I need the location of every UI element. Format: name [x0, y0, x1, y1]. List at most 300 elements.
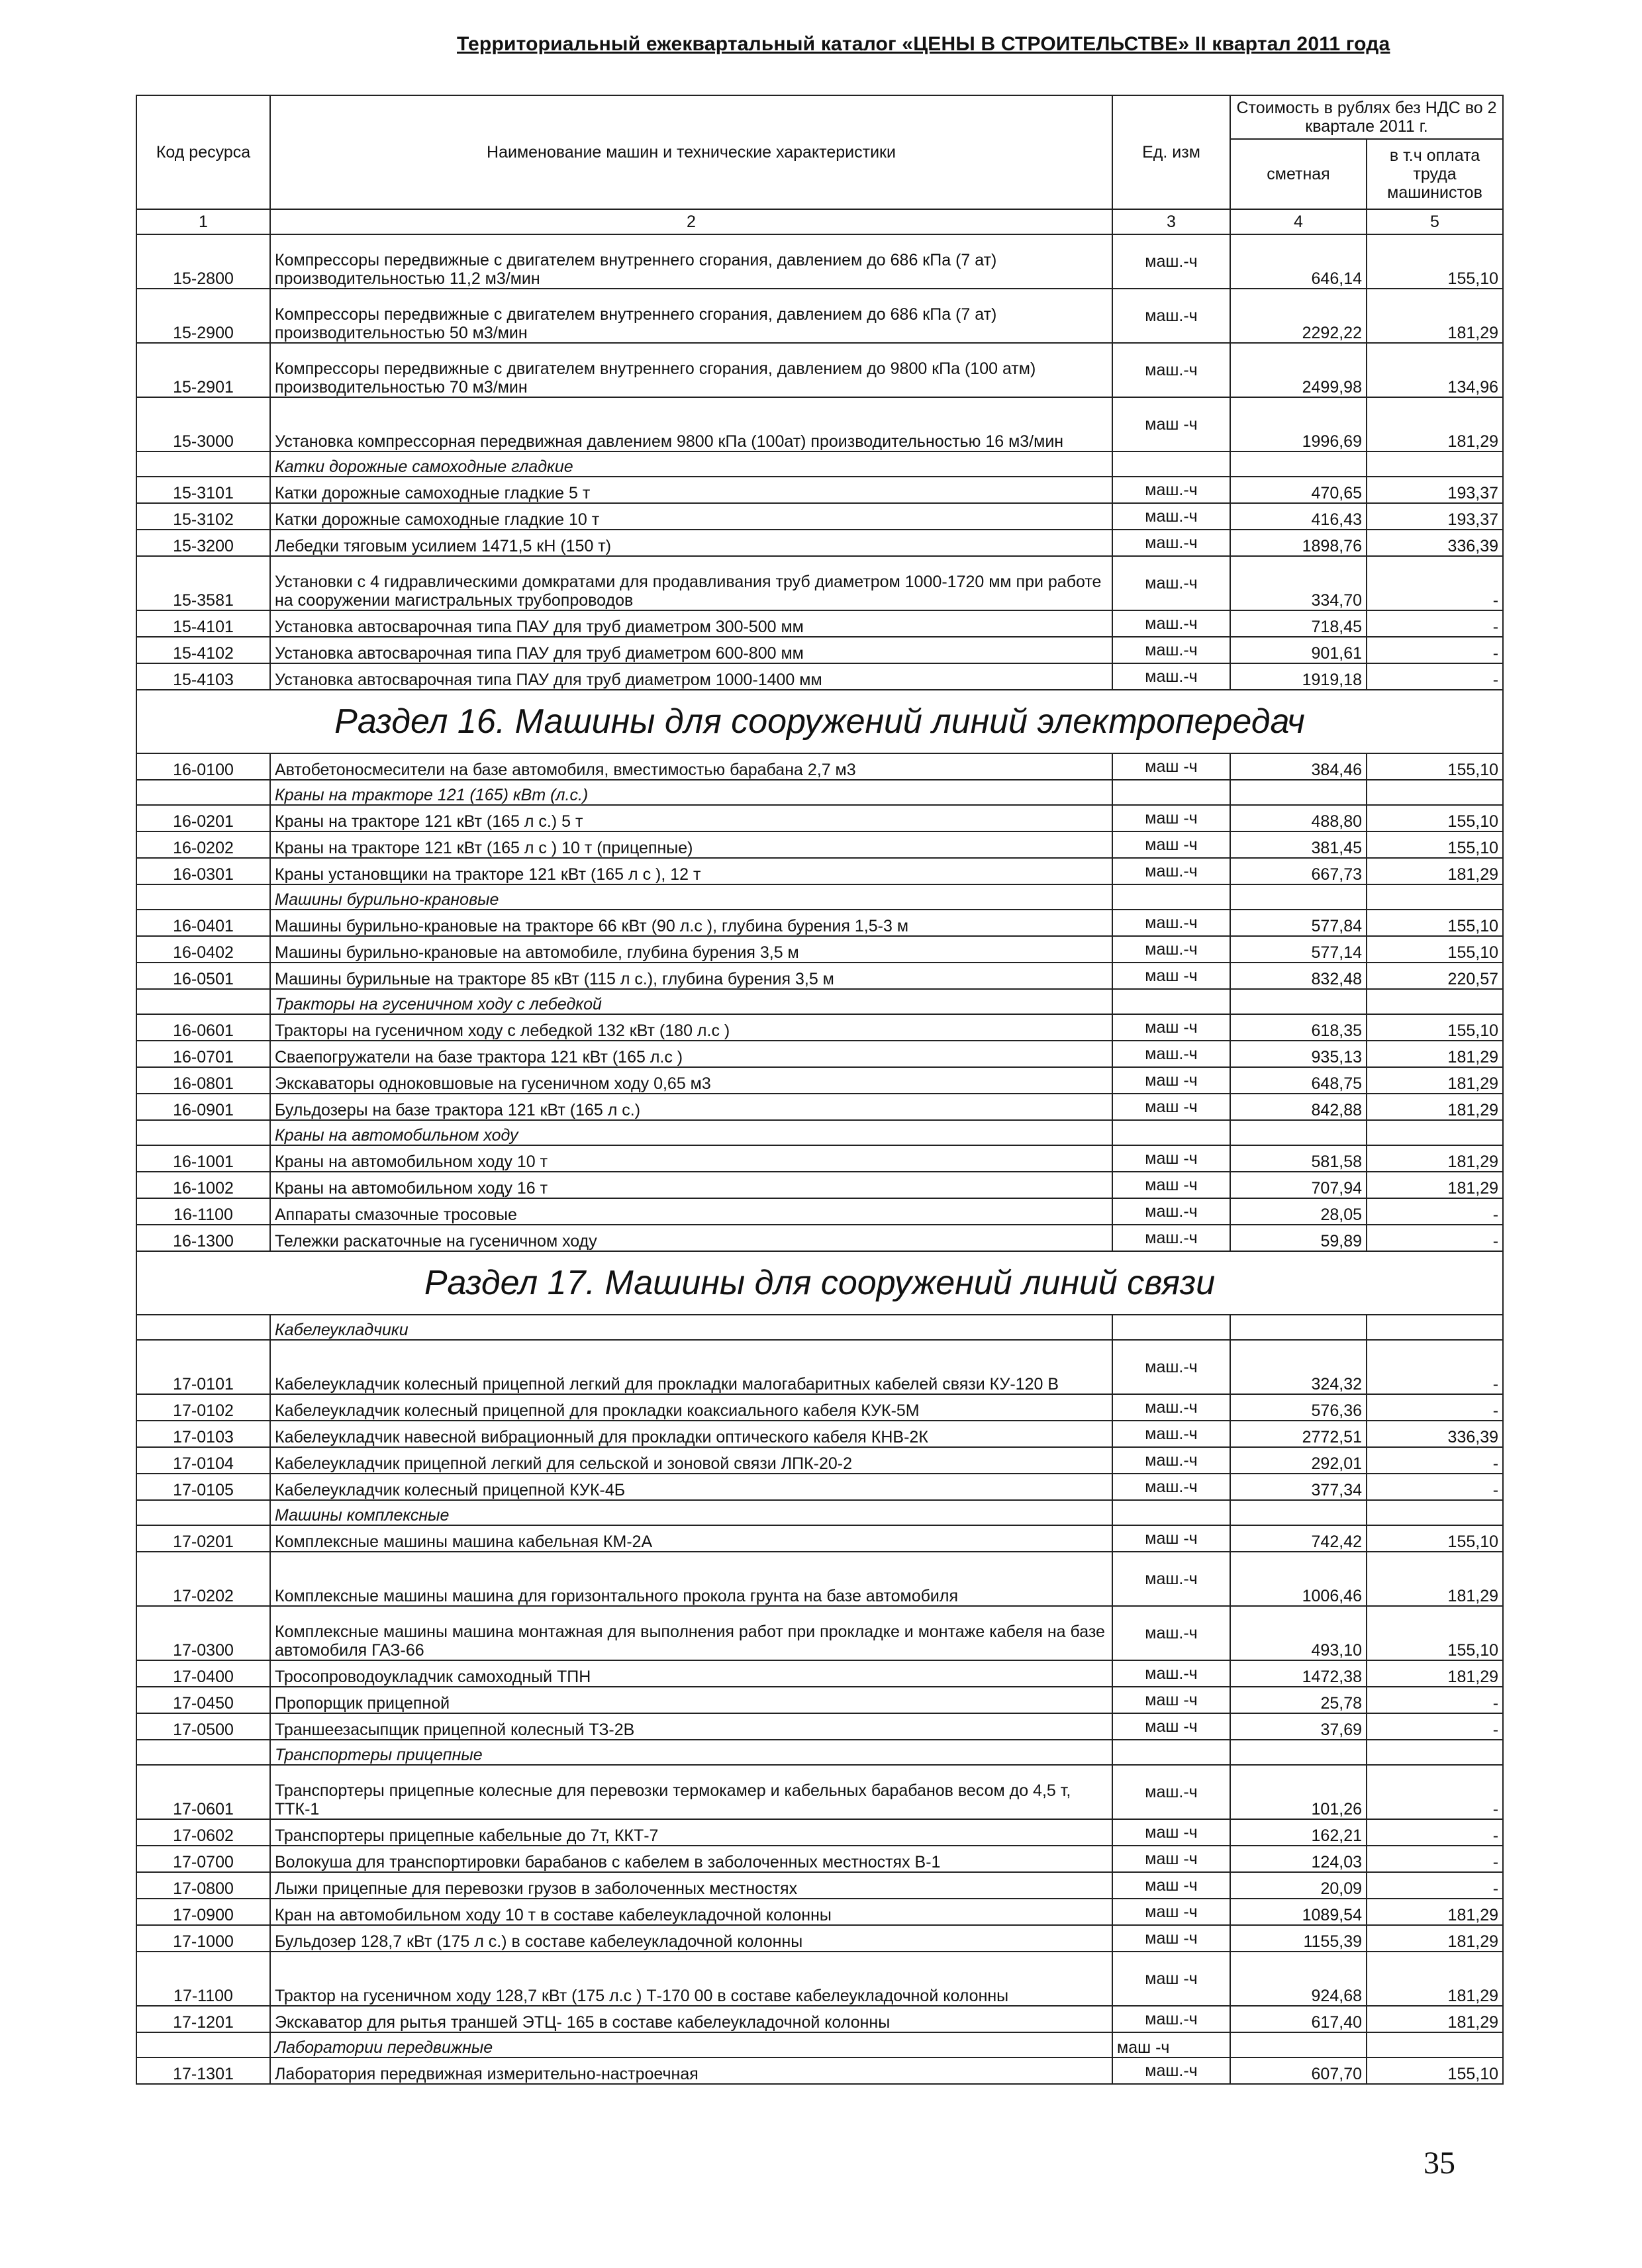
estimate-price: 493,10	[1230, 1606, 1367, 1660]
section-heading-row	[136, 690, 1503, 753]
resource-code	[136, 1315, 270, 1340]
resource-code: 17-0450	[136, 1687, 270, 1713]
operator-wage: -	[1367, 556, 1503, 610]
estimate-price: 2292,22	[1230, 289, 1367, 343]
operator-wage: -	[1367, 1394, 1503, 1421]
operator-wage: 181,29	[1367, 1172, 1503, 1198]
resource-code: 16-0402	[136, 936, 270, 963]
estimate-price: 577,84	[1230, 910, 1367, 936]
operator-wage	[1367, 451, 1503, 477]
resource-code: 17-0101	[136, 1340, 270, 1394]
operator-wage: 181,29	[1367, 1067, 1503, 1094]
table-row	[136, 1394, 1503, 1421]
resource-code	[136, 451, 270, 477]
unit: маш -ч	[1112, 1925, 1230, 1952]
operator-wage: 155,10	[1367, 1014, 1503, 1041]
unit: маш -ч	[1112, 1872, 1230, 1899]
resource-code: 15-4102	[136, 637, 270, 663]
operator-wage	[1367, 2032, 1503, 2057]
estimate-price: 101,26	[1230, 1765, 1367, 1819]
unit	[1112, 884, 1230, 910]
table-row	[136, 1198, 1503, 1225]
machine-name: Установки с 4 гидравлическими домкратами для продавливания труб диаметром 1000-1720 мм при работе на сооружении магистральных трубопроводов	[270, 556, 1112, 610]
machine-name: Катки дорожные самоходные гладкие 10 т	[270, 503, 1112, 530]
resource-code: 17-0601	[136, 1765, 270, 1819]
estimate-price	[1230, 2032, 1367, 2057]
resource-code	[136, 2032, 270, 2057]
estimate-price: 1996,69	[1230, 397, 1367, 451]
resource-code: 17-0900	[136, 1899, 270, 1925]
machine-name: Кабелеукладчик прицепной легкий для сельской и зоновой связи ЛПК-20-2	[270, 1447, 1112, 1474]
estimate-price: 1898,76	[1230, 530, 1367, 556]
operator-wage: 181,29	[1367, 1094, 1503, 1120]
resource-code: 17-0201	[136, 1525, 270, 1552]
operator-wage	[1367, 1315, 1503, 1340]
resource-code: 17-0602	[136, 1819, 270, 1846]
estimate-price: 292,01	[1230, 1447, 1367, 1474]
table-row	[136, 1041, 1503, 1067]
estimate-price: 384,46	[1230, 753, 1367, 780]
unit: маш -ч	[1112, 1687, 1230, 1713]
col-header-unit: Ед. изм	[1112, 95, 1230, 209]
machine-name: Кран на автомобильном ходу 10 т в составе кабелеукладочной колонны	[270, 1899, 1112, 1925]
estimate-price: 20,09	[1230, 1872, 1367, 1899]
operator-wage: 181,29	[1367, 289, 1503, 343]
operator-wage: -	[1367, 1846, 1503, 1872]
estimate-price: 25,78	[1230, 1687, 1367, 1713]
resource-code: 17-0800	[136, 1872, 270, 1899]
col-header-estimate: сметная	[1230, 139, 1367, 209]
operator-wage: 155,10	[1367, 1606, 1503, 1660]
resource-code: 16-1300	[136, 1225, 270, 1251]
resource-code: 16-0100	[136, 753, 270, 780]
estimate-price: 324,32	[1230, 1340, 1367, 1394]
table-row	[136, 2006, 1503, 2032]
estimate-price: 162,21	[1230, 1819, 1367, 1846]
resource-code	[136, 1740, 270, 1765]
machine-name: Установка компрессорная передвижная давлением 9800 кПа (100ат) производительностью 16 м3/мин	[270, 397, 1112, 451]
machine-name: Краны на автомобильном ходу 10 т	[270, 1145, 1112, 1172]
table-row	[136, 1899, 1503, 1925]
unit: маш -ч	[1112, 753, 1230, 780]
subgroup-title: Тракторы на гусеничном ходу с лебедкой	[270, 989, 1112, 1014]
resource-code: 17-0500	[136, 1713, 270, 1740]
machine-name: Кабелеукладчик колесный прицепной для прокладки коаксиального кабеля КУК-5М	[270, 1394, 1112, 1421]
estimate-price: 28,05	[1230, 1198, 1367, 1225]
unit: маш -ч	[1112, 1094, 1230, 1120]
unit: маш -ч	[1112, 1899, 1230, 1925]
resource-code: 17-0202	[136, 1552, 270, 1606]
unit: маш -ч	[1112, 805, 1230, 831]
machine-name: Установка автосварочная типа ПАУ для труб диаметром 600-800 мм	[270, 637, 1112, 663]
unit: маш -ч	[1112, 1145, 1230, 1172]
machine-name: Установка автосварочная типа ПАУ для труб диаметром 1000-1400 мм	[270, 663, 1112, 690]
resource-code: 17-1100	[136, 1952, 270, 2006]
estimate-price: 646,14	[1230, 234, 1367, 289]
estimate-price: 581,58	[1230, 1145, 1367, 1172]
machine-name: Краны на тракторе 121 кВт (165 л с ) 10 т (прицепные)	[270, 831, 1112, 858]
col-header-cost: Стоимость в рублях без НДС во 2 квартале 2011 г.	[1230, 95, 1503, 139]
machine-name: Краны на тракторе 121 кВт (165 л с.) 5 т	[270, 805, 1112, 831]
machine-name: Кабелеукладчик колесный прицепной КУК-4Б	[270, 1474, 1112, 1500]
table-row	[136, 1925, 1503, 1952]
table-row	[136, 663, 1503, 690]
machine-name: Бульдозер 128,7 кВт (175 л с.) в составе кабелеукладочной колонны	[270, 1925, 1112, 1952]
operator-wage: -	[1367, 637, 1503, 663]
unit	[1112, 1315, 1230, 1340]
resource-code: 16-1001	[136, 1145, 270, 1172]
resource-code: 17-1201	[136, 2006, 270, 2032]
machine-name: Машины бурильно-крановые на тракторе 66 кВт (90 л.с ), глубина бурения 1,5-3 м	[270, 910, 1112, 936]
operator-wage: 336,39	[1367, 530, 1503, 556]
machine-name: Тросопроводоукладчик самоходный ТПН	[270, 1660, 1112, 1687]
resource-code: 15-3102	[136, 503, 270, 530]
machine-name: Бульдозеры на базе трактора 121 кВт (165 л с.)	[270, 1094, 1112, 1120]
resource-code: 17-0104	[136, 1447, 270, 1474]
operator-wage: 181,29	[1367, 1552, 1503, 1606]
machine-name: Установка автосварочная типа ПАУ для труб диаметром 300-500 мм	[270, 610, 1112, 637]
estimate-price: 2499,98	[1230, 343, 1367, 397]
machine-name: Транспортеры прицепные кабельные до 7т, ККТ-7	[270, 1819, 1112, 1846]
operator-wage: 155,10	[1367, 234, 1503, 289]
resource-code: 17-1000	[136, 1925, 270, 1952]
resource-code: 16-1100	[136, 1198, 270, 1225]
subgroup-title: Катки дорожные самоходные гладкие	[270, 451, 1112, 477]
col-number: 5	[1367, 209, 1503, 234]
operator-wage: 220,57	[1367, 963, 1503, 989]
unit: маш.-ч	[1112, 1447, 1230, 1474]
resource-code: 15-4101	[136, 610, 270, 637]
estimate-price: 617,40	[1230, 2006, 1367, 2032]
unit: маш.-ч	[1112, 2006, 1230, 2032]
operator-wage: 181,29	[1367, 858, 1503, 884]
estimate-price: 1089,54	[1230, 1899, 1367, 1925]
resource-code	[136, 1500, 270, 1525]
unit: маш -ч	[1112, 1525, 1230, 1552]
resource-code: 17-1301	[136, 2057, 270, 2084]
table-row	[136, 1872, 1503, 1899]
price-table	[136, 95, 1504, 2085]
operator-wage: 193,37	[1367, 477, 1503, 503]
col-header-wages: в т.ч оплата труда машинистов	[1367, 139, 1503, 209]
machine-name: Машины бурильно-крановые на автомобиле, глубина бурения 3,5 м	[270, 936, 1112, 963]
operator-wage: -	[1367, 1872, 1503, 1899]
operator-wage: 134,96	[1367, 343, 1503, 397]
unit	[1112, 1740, 1230, 1765]
table-row	[136, 1952, 1503, 2006]
resource-code: 17-0103	[136, 1421, 270, 1447]
estimate-price: 901,61	[1230, 637, 1367, 663]
machine-name: Лыжи прицепные для перевозки грузов в заболоченных местностях	[270, 1872, 1112, 1899]
subgroup-title: Краны на тракторе 121 (165) кВт (л.с.)	[270, 780, 1112, 805]
estimate-price: 1919,18	[1230, 663, 1367, 690]
unit: маш -ч	[1112, 397, 1230, 451]
operator-wage	[1367, 1500, 1503, 1525]
table-row	[136, 2057, 1503, 2084]
subgroup-title: Транспортеры прицепные	[270, 1740, 1112, 1765]
resource-code: 15-3581	[136, 556, 270, 610]
estimate-price: 718,45	[1230, 610, 1367, 637]
operator-wage: -	[1367, 1225, 1503, 1251]
unit: маш.-ч	[1112, 1340, 1230, 1394]
table-row	[136, 1713, 1503, 1740]
estimate-price: 577,14	[1230, 936, 1367, 963]
machine-name: Траншеезасыпщик прицепной колесный ТЗ-2В	[270, 1713, 1112, 1740]
resource-code: 15-3101	[136, 477, 270, 503]
machine-name: Тракторы на гусеничном ходу с лебедкой 132 кВт (180 л.с )	[270, 1014, 1112, 1041]
unit: маш.-ч	[1112, 2057, 1230, 2084]
machine-name: Катки дорожные самоходные гладкие 5 т	[270, 477, 1112, 503]
table-row	[136, 1765, 1503, 1819]
resource-code: 17-0400	[136, 1660, 270, 1687]
estimate-price: 2772,51	[1230, 1421, 1367, 1447]
unit: маш -ч	[1112, 1713, 1230, 1740]
resource-code: 16-0201	[136, 805, 270, 831]
estimate-price: 124,03	[1230, 1846, 1367, 1872]
table-row	[136, 234, 1503, 289]
unit: маш.-ч	[1112, 477, 1230, 503]
unit: маш.-ч	[1112, 503, 1230, 530]
section-title: Раздел 17. Машины для сооружений линий связи	[136, 1251, 1503, 1315]
page-header: Территориальный ежеквартальный каталог «ЦЕНЫ В СТРОИТЕЛЬСТВЕ» II квартал 2011 года	[457, 33, 1390, 55]
table-row	[136, 910, 1503, 936]
unit	[1112, 451, 1230, 477]
operator-wage	[1367, 884, 1503, 910]
resource-code: 16-0801	[136, 1067, 270, 1094]
unit: маш.-ч	[1112, 289, 1230, 343]
resource-code: 16-0701	[136, 1041, 270, 1067]
resource-code: 15-3000	[136, 397, 270, 451]
unit: маш.-ч	[1112, 1041, 1230, 1067]
table-row	[136, 1474, 1503, 1500]
resource-code: 15-4103	[136, 663, 270, 690]
subgroup-row	[136, 1740, 1503, 1765]
machine-name: Тележки раскаточные на гусеничном ходу	[270, 1225, 1112, 1251]
machine-name: Краны на автомобильном ходу 16 т	[270, 1172, 1112, 1198]
resource-code: 16-1002	[136, 1172, 270, 1198]
subgroup-row	[136, 451, 1503, 477]
subgroup-row	[136, 2032, 1503, 2057]
estimate-price: 667,73	[1230, 858, 1367, 884]
operator-wage: 181,29	[1367, 1899, 1503, 1925]
table-row	[136, 610, 1503, 637]
unit: маш.-ч	[1112, 663, 1230, 690]
estimate-price: 935,13	[1230, 1041, 1367, 1067]
estimate-price: 416,43	[1230, 503, 1367, 530]
operator-wage: 336,39	[1367, 1421, 1503, 1447]
resource-code: 16-0501	[136, 963, 270, 989]
resource-code	[136, 884, 270, 910]
resource-code	[136, 1120, 270, 1145]
unit: маш.-ч	[1112, 1198, 1230, 1225]
estimate-price: 470,65	[1230, 477, 1367, 503]
estimate-price	[1230, 1740, 1367, 1765]
table-row	[136, 530, 1503, 556]
machine-name: Волокуша для транспортировки барабанов с кабелем в заболоченных местностях В-1	[270, 1846, 1112, 1872]
operator-wage: 181,29	[1367, 1041, 1503, 1067]
estimate-price	[1230, 1315, 1367, 1340]
table-row	[136, 503, 1503, 530]
operator-wage: 155,10	[1367, 1525, 1503, 1552]
table-row	[136, 477, 1503, 503]
table-row	[136, 637, 1503, 663]
resource-code: 16-0901	[136, 1094, 270, 1120]
table-row	[136, 1606, 1503, 1660]
resource-code: 16-0202	[136, 831, 270, 858]
unit: маш.-ч	[1112, 556, 1230, 610]
estimate-price: 1155,39	[1230, 1925, 1367, 1952]
resource-code: 15-2800	[136, 234, 270, 289]
col-number: 1	[136, 209, 270, 234]
operator-wage: 181,29	[1367, 2006, 1503, 2032]
operator-wage: 155,10	[1367, 805, 1503, 831]
machine-name: Комплексные машины машина кабельная КМ-2А	[270, 1525, 1112, 1552]
estimate-price: 377,34	[1230, 1474, 1367, 1500]
unit: маш -ч	[1112, 1952, 1230, 2006]
col-number: 2	[270, 209, 1112, 234]
table-row	[136, 289, 1503, 343]
machine-name: Сваепогружатели на базе трактора 121 кВт (165 л.с )	[270, 1041, 1112, 1067]
section-heading-row	[136, 1251, 1503, 1315]
resource-code: 17-0102	[136, 1394, 270, 1421]
estimate-price: 488,80	[1230, 805, 1367, 831]
unit: маш.-ч	[1112, 936, 1230, 963]
operator-wage: 155,10	[1367, 910, 1503, 936]
estimate-price: 37,69	[1230, 1713, 1367, 1740]
subgroup-title: Машины бурильно-крановые	[270, 884, 1112, 910]
operator-wage: 155,10	[1367, 753, 1503, 780]
table-row	[136, 1421, 1503, 1447]
unit: маш.-ч	[1112, 1606, 1230, 1660]
estimate-price: 59,89	[1230, 1225, 1367, 1251]
machine-name: Краны установщики на тракторе 121 кВт (165 л с ), 12 т	[270, 858, 1112, 884]
estimate-price: 1006,46	[1230, 1552, 1367, 1606]
unit: маш.-ч	[1112, 1474, 1230, 1500]
machine-name: Компрессоры передвижные с двигателем внутреннего сгорания, давлением до 686 кПа (7 ат) производительностью 11,2 м3/мин	[270, 234, 1112, 289]
estimate-price: 607,70	[1230, 2057, 1367, 2084]
machine-name: Комплексные машины машина монтажная для выполнения работ при прокладке и монтаже кабеля на базе автомобиля ГАЗ-66	[270, 1606, 1112, 1660]
operator-wage: -	[1367, 1198, 1503, 1225]
operator-wage: 181,29	[1367, 397, 1503, 451]
operator-wage	[1367, 1740, 1503, 1765]
operator-wage	[1367, 989, 1503, 1014]
machine-name: Экскаватор для рытья траншей ЭТЦ- 165 в составе кабелеукладочной колонны	[270, 2006, 1112, 2032]
subgroup-row	[136, 1120, 1503, 1145]
operator-wage: -	[1367, 1474, 1503, 1500]
table-body	[136, 234, 1503, 2084]
subgroup-title: Кабелеукладчики	[270, 1315, 1112, 1340]
table-row	[136, 1660, 1503, 1687]
unit	[1112, 1120, 1230, 1145]
operator-wage: 181,29	[1367, 1145, 1503, 1172]
table-row	[136, 397, 1503, 451]
table-row	[136, 1819, 1503, 1846]
machine-name: Лебедки тяговым усилием 1471,5 кН (150 т)	[270, 530, 1112, 556]
resource-code	[136, 989, 270, 1014]
unit: маш.-ч	[1112, 1765, 1230, 1819]
estimate-price	[1230, 1120, 1367, 1145]
table-row	[136, 936, 1503, 963]
resource-code: 16-0301	[136, 858, 270, 884]
unit: маш.-ч	[1112, 1552, 1230, 1606]
resource-code	[136, 780, 270, 805]
estimate-price	[1230, 780, 1367, 805]
operator-wage: -	[1367, 610, 1503, 637]
unit: маш.-ч	[1112, 1225, 1230, 1251]
subgroup-row	[136, 780, 1503, 805]
resource-code: 16-0601	[136, 1014, 270, 1041]
unit: маш -ч	[1112, 1819, 1230, 1846]
machine-name: Автобетоносмесители на базе автомобиля, вместимостью барабана 2,7 м3	[270, 753, 1112, 780]
unit: маш.-ч	[1112, 1421, 1230, 1447]
unit: маш.-ч	[1112, 343, 1230, 397]
machine-name: Трактор на гусеничном ходу 128,7 кВт (175 л.с ) Т-170 00 в составе кабелеукладочной колонны	[270, 1952, 1112, 2006]
operator-wage: -	[1367, 1340, 1503, 1394]
unit: маш -ч	[1112, 1067, 1230, 1094]
unit	[1112, 780, 1230, 805]
unit: маш.-ч	[1112, 1660, 1230, 1687]
operator-wage	[1367, 1120, 1503, 1145]
resource-code: 17-0105	[136, 1474, 270, 1500]
table-row	[136, 1172, 1503, 1198]
estimate-price: 832,48	[1230, 963, 1367, 989]
col-number: 3	[1112, 209, 1230, 234]
estimate-price	[1230, 884, 1367, 910]
operator-wage: -	[1367, 1765, 1503, 1819]
unit: маш -ч	[1112, 963, 1230, 989]
unit: маш.-ч	[1112, 610, 1230, 637]
machine-name: Аппараты смазочные тросовые	[270, 1198, 1112, 1225]
unit	[1112, 989, 1230, 1014]
resource-code: 15-2900	[136, 289, 270, 343]
unit: маш.-ч	[1112, 910, 1230, 936]
section-title: Раздел 16. Машины для сооружений линий электропередач	[136, 690, 1503, 753]
estimate-price: 924,68	[1230, 1952, 1367, 2006]
resource-code: 15-3200	[136, 530, 270, 556]
machine-name: Компрессоры передвижные с двигателем внутреннего сгорания, давлением до 9800 кПа (100 атм) производительностью 70 м3/мин	[270, 343, 1112, 397]
table-row	[136, 963, 1503, 989]
unit: маш -ч	[1112, 831, 1230, 858]
table-row	[136, 1340, 1503, 1394]
table-row	[136, 831, 1503, 858]
table-row	[136, 1225, 1503, 1251]
resource-code: 15-2901	[136, 343, 270, 397]
estimate-price: 648,75	[1230, 1067, 1367, 1094]
subgroup-row	[136, 884, 1503, 910]
table-row	[136, 1014, 1503, 1041]
estimate-price	[1230, 1500, 1367, 1525]
machine-name: Экскаваторы одноковшовые на гусеничном ходу 0,65 м3	[270, 1067, 1112, 1094]
machine-name: Пропорщик прицепной	[270, 1687, 1112, 1713]
machine-name: Компрессоры передвижные с двигателем внутреннего сгорания, давлением до 686 кПа (7 ат) производительностью 50 м3/мин	[270, 289, 1112, 343]
operator-wage	[1367, 780, 1503, 805]
table-row	[136, 1145, 1503, 1172]
page-number: 35	[1424, 2146, 1455, 2181]
estimate-price: 707,94	[1230, 1172, 1367, 1198]
unit: маш.-ч	[1112, 530, 1230, 556]
resource-code: 17-0300	[136, 1606, 270, 1660]
unit: маш.-ч	[1112, 858, 1230, 884]
operator-wage: -	[1367, 1713, 1503, 1740]
machine-name: Комплексные машины машина для горизонтального прокола грунта на базе автомобиля	[270, 1552, 1112, 1606]
table-row	[136, 1552, 1503, 1606]
machine-name: Транспортеры прицепные колесные для перевозки термокамер и кабельных барабанов весом до 4,5 т, ТТК-1	[270, 1765, 1112, 1819]
unit	[1112, 1500, 1230, 1525]
machine-name: Лаборатория передвижная измерительно-настроечная	[270, 2057, 1112, 2084]
estimate-price: 1472,38	[1230, 1660, 1367, 1687]
table-row	[136, 753, 1503, 780]
table-row	[136, 1067, 1503, 1094]
